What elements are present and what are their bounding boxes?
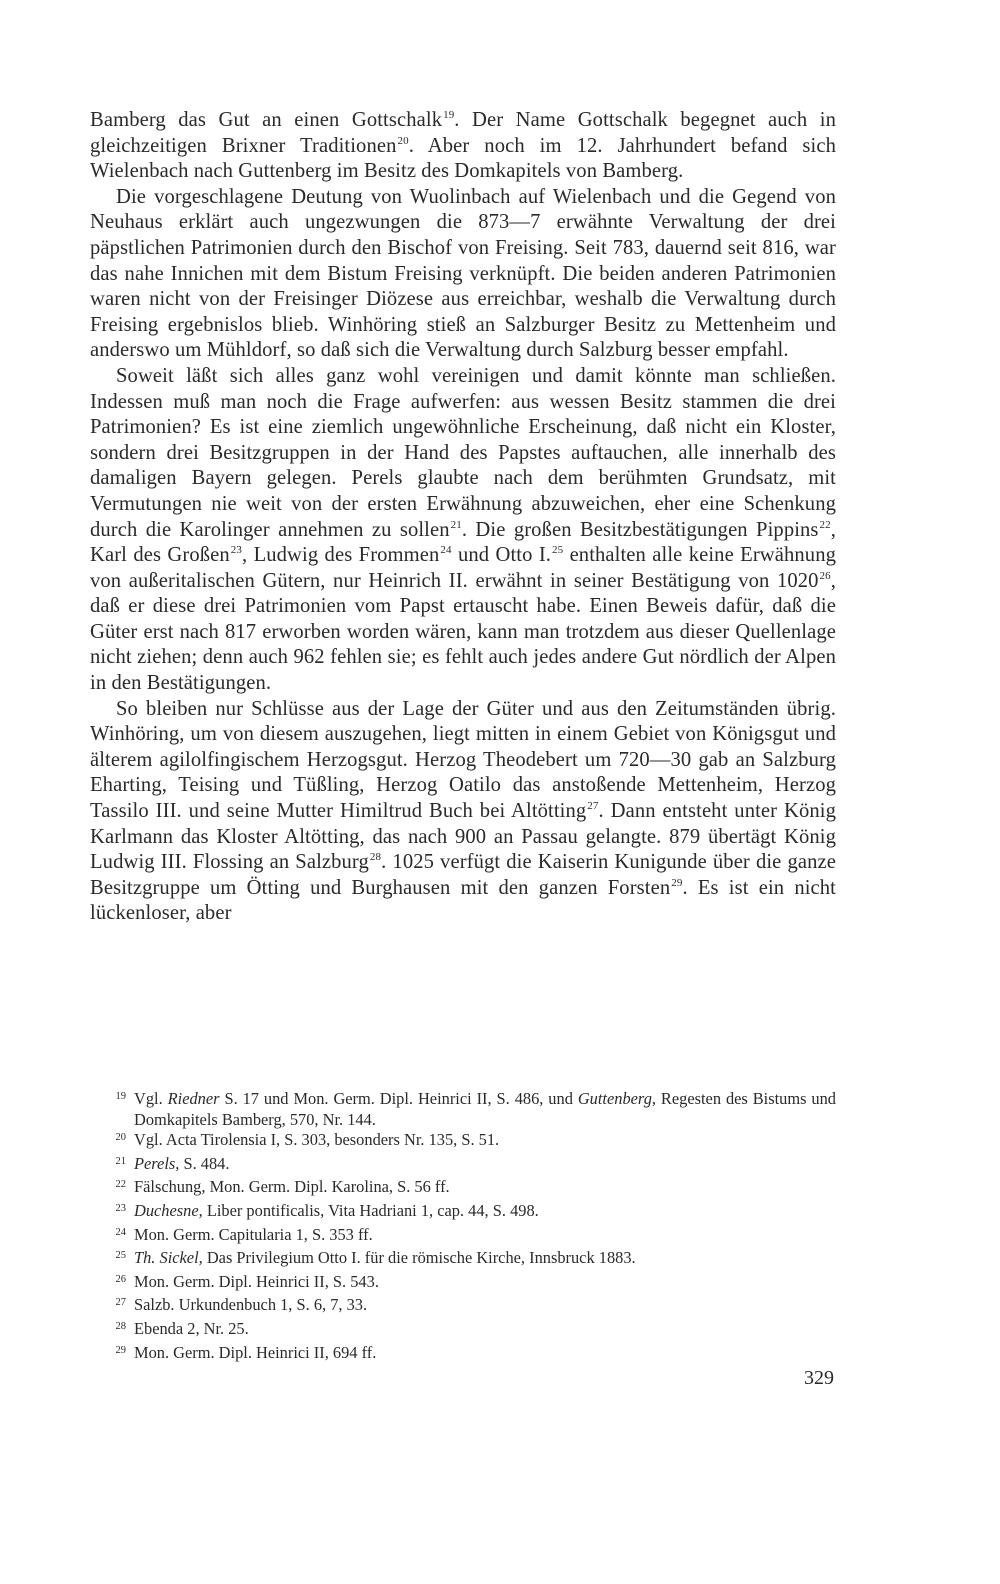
footnote-text <box>134 1089 836 1130</box>
footnote-reference: 24 <box>440 544 452 557</box>
paragraph-text: , daß er diese drei Patrimonien vom Papst ertauscht habe. Einen Beweis dafür, daß die Güter erst nach 817 erworben worden wären, kann man trotzdem aus dieser Quellenlage nicht ziehen; denn auch 962 fehlen sie; es fehlt auch jedes andere Gut nördlich der Alpen in den Bestätigungen. <box>90 569 836 695</box>
footnote-reference: 25 <box>552 544 564 557</box>
footnote-number: 26 <box>115 1273 126 1285</box>
footnote <box>90 1130 836 1154</box>
page-number: 329 <box>804 1367 834 1389</box>
footnote-segment: Fälschung, Mon. Germ. Dipl. Karolina, S. 56 ff. <box>134 1177 450 1197</box>
footnote-text <box>134 1130 836 1151</box>
footnote-segment: Mon. Germ. Capitularia 1, S. 353 ff. <box>134 1224 373 1244</box>
footnote-reference: 19 <box>443 109 455 121</box>
footnote-segment: Vgl. <box>134 1089 168 1108</box>
footnote <box>90 1343 836 1367</box>
main-text <box>90 108 836 927</box>
footnote-segment: Vgl. Acta Tirolensia I, S. 303, besonders Nr. 135, S. 51. <box>134 1130 500 1150</box>
footnote-segment: Das Privilegium Otto I. für die römische Kirche, Innsbruck 1883. <box>202 1248 636 1268</box>
footnote-number: 25 <box>115 1250 126 1262</box>
paragraph-text: So bleiben nur Schlüsse aus der Lage der Güter und aus den Zeitumständen übrig. Winhöring, um von diesem auszugehen, liegt mitten in einem Gebiet von Königsgut und älterem agilolfingischem Herzogsgut. Herzog Theodebert um 720—30 gab an Salzburg Eharting, Teising und Tüßling, Herzog Oatilo das anstoßende Mettenheim, Herzog Tassilo III. und seine Mutter Himiltrud Buch bei Altötting <box>90 697 836 823</box>
footnote-text <box>134 1319 836 1340</box>
paragraph-text: Bamberg das Gut an einen Gottschalk <box>90 109 443 131</box>
footnote-segment: Liber pontificalis, Vita Hadriani 1, cap. 44, S. 498. <box>202 1200 539 1220</box>
paragraph-text: enthalten alle keine Erwähnung von außeritalischen Gütern, nur Heinrich II. erwähnt in seiner Bestätigung von 1020 <box>90 544 836 592</box>
footnote-number: 29 <box>115 1344 126 1356</box>
footnote <box>90 1201 836 1225</box>
footnote-text <box>134 1343 836 1364</box>
paragraph <box>90 364 836 697</box>
footnote-reference: 22 <box>819 518 831 531</box>
paragraph-text: , Ludwig des Frommen <box>241 544 440 567</box>
paragraph <box>90 697 836 927</box>
footnote <box>90 1154 836 1178</box>
footnote-segment: Regesten des Bistums und Domkapitels Bamberg, 570, Nr. 144. <box>134 1089 836 1129</box>
paragraph-text: . Es ist ein nicht lückenloser, aber <box>90 876 836 925</box>
footnote <box>90 1225 836 1249</box>
paragraph-text: und Otto I. <box>451 544 552 567</box>
footnote-segment: S. 484. <box>179 1153 230 1173</box>
footnote-text <box>134 1225 836 1246</box>
footnote-number: 27 <box>115 1297 126 1309</box>
paragraph-text: Soweit läßt sich alles ganz wohl vereinigen und damit könnte man schließen. Indessen muß man noch die Frage aufwerfen: aus wessen Besitz stammen die drei Patrimonien? Es ist eine ziemlich ungewöhnliche Erscheinung, daß nicht ein Kloster, sondern drei Besitzgruppen in der Hand des Papstes auftauchen, alle innerhalb des damaligen Bayern gelegen. Perels glaubte nach dem berühmten Grundsatz, mit Vermutungen nie weit von der ersten Erwähnung abzuweichen, eher eine Schenkung durch die Karolinger annehmen zu sollen <box>90 364 836 541</box>
footnote <box>90 1177 836 1201</box>
footnote-number: 19 <box>115 1091 126 1102</box>
footnote-number: 22 <box>115 1179 126 1191</box>
footnote-text <box>134 1177 836 1198</box>
paragraph-text: . 1025 verfügt die Kaiserin Kunigunde über die ganze Besitzgruppe um Ötting und Burghausen mit den ganzen Forsten <box>90 851 836 899</box>
footnote-segment: S. 17 und Mon. Germ. Dipl. Heinrici II, S. 486, und <box>219 1089 578 1108</box>
footnote-segment: Mon. Germ. Dipl. Heinrici II, S. 543. <box>134 1271 379 1291</box>
footnote <box>90 1248 836 1272</box>
footnote-reference: 23 <box>230 544 242 557</box>
footnote-reference: 27 <box>587 800 599 813</box>
footnote <box>90 1272 836 1296</box>
footnote-number: 28 <box>115 1320 126 1332</box>
paragraph-text: , Karl des Großen <box>90 518 836 567</box>
footnote-reference: 26 <box>819 569 831 582</box>
footnote-text <box>134 1154 836 1175</box>
paragraph-text: . Dann entsteht unter König Karlmann das Kloster Altötting, das nach 900 an Passau gelangte. 879 übertägt König Ludwig III. Flossing an Salzburg <box>90 800 836 874</box>
author-name: Guttenberg, <box>577 1089 656 1108</box>
footnote-text <box>134 1295 836 1316</box>
footnote-number: 21 <box>115 1155 126 1167</box>
footnotes <box>90 1089 836 1366</box>
author-name: Riedner <box>167 1089 220 1108</box>
footnote-segment: Ebenda 2, Nr. 25. <box>134 1318 249 1338</box>
paragraph <box>90 185 836 364</box>
paragraph-text: . Aber noch im 12. Jahrhundert befand sich Wielenbach nach Guttenberg im Besitz des Domkapitels von Bamberg. <box>90 134 837 183</box>
footnote-segment: Salzb. Urkundenbuch 1, S. 6, 7, 33. <box>134 1295 368 1315</box>
footnote-reference: 29 <box>671 876 683 889</box>
footnote-segment: Mon. Germ. Dipl. Heinrici II, 694 ff. <box>134 1342 377 1362</box>
author-name: Perels, <box>134 1153 180 1173</box>
footnote-text <box>134 1248 836 1269</box>
footnote-number: 23 <box>115 1202 126 1214</box>
footnote-text <box>134 1272 836 1293</box>
paragraph <box>90 108 836 185</box>
footnote <box>90 1319 836 1343</box>
paragraph-text: . Die großen Besitzbestätigungen Pippins <box>461 518 819 541</box>
paragraph-text: Die vorgeschlagene Deutung von Wuolinbach auf Wielenbach und die Gegend von Neuhaus erklärt auch ungezwungen die 873—7 erwähnte Verwaltung der drei päpstlichen Patrimonien durch den Bischof von Freising. Seit 783, dauernd seit 816, war das nahe Innichen mit dem Bistum Freising verknüpft. Die beiden anderen Patrimonien waren nicht von der Freisinger Diözese aus erreichbar, weshalb die Verwaltung durch Freising ergebnislos blieb. Winhöring stieß an Salzburger Besitz zu Mettenheim und anderswo um Mühldorf, so daß sich die Verwaltung durch Salzburg besser empfahl. <box>90 185 836 362</box>
footnote-number: 20 <box>115 1132 126 1144</box>
footnote-reference: 21 <box>450 518 462 531</box>
footnote-reference: 28 <box>369 851 382 864</box>
footnote-number: 24 <box>115 1226 126 1238</box>
author-name: Duchesne, <box>134 1200 203 1220</box>
author-name: Th. Sickel, <box>134 1248 203 1268</box>
paragraph-text: . Der Name Gottschalk begegnet auch in gleichzeitigen Brixner Traditionen <box>90 109 836 157</box>
footnote-text <box>134 1201 836 1222</box>
footnote <box>90 1089 836 1130</box>
footnote-reference: 20 <box>397 134 409 147</box>
footnote <box>90 1295 836 1319</box>
